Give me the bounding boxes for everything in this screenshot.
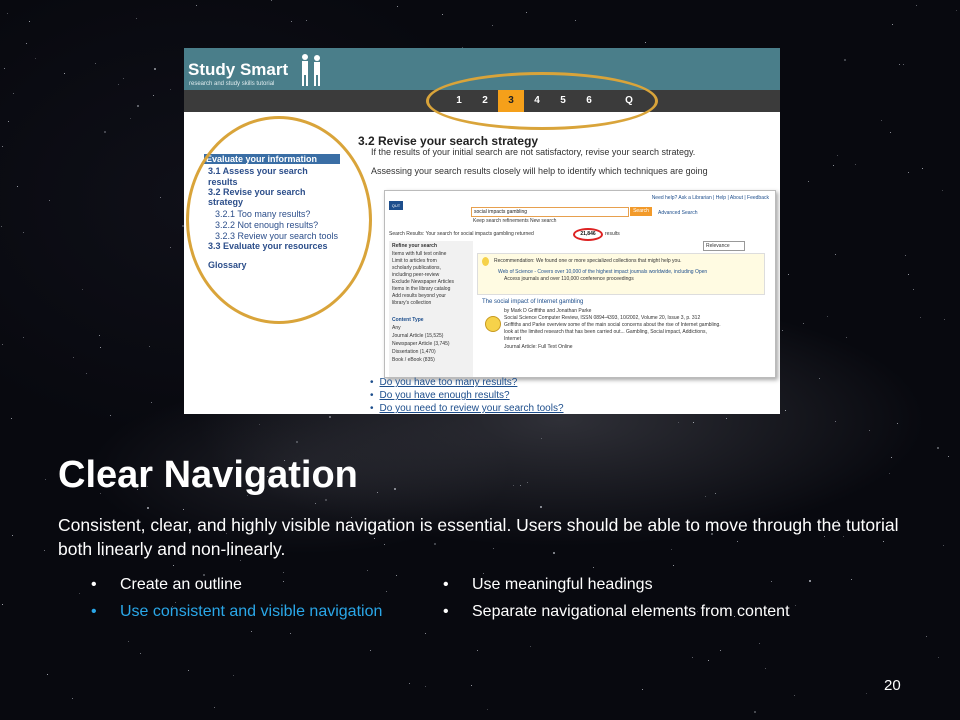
star [154,68,156,70]
star [520,485,521,486]
page-number: 20 [884,677,901,694]
star [140,653,141,654]
star [271,0,272,1]
star [926,636,927,637]
star [903,64,904,65]
star [835,421,836,422]
nav-step-6[interactable]: 6 [586,95,592,106]
star [540,506,542,508]
star [2,146,3,147]
star [692,657,693,658]
bullet-dot: • [443,576,449,593]
star [943,545,944,546]
star [233,675,234,676]
star [259,424,260,425]
nav-highlight-ring [426,72,658,130]
article-authors: by Mark D Griffiths and Jonathan Parke [504,308,592,314]
star [149,346,150,347]
star [471,685,472,686]
star [942,190,943,191]
nav-step-2[interactable]: 2 [482,95,488,106]
star [23,232,24,233]
star [170,247,171,248]
star [890,132,891,133]
star [782,330,783,331]
search-options[interactable]: Keep search refinements New search [473,218,557,224]
star [527,482,528,483]
study-smart-logo: Study Smart [188,60,289,79]
star [95,63,96,64]
star [1,226,2,227]
slide-body: Consistent, clear, and highly visible navigation is essential. Users should be able to move through the tutorial both linearly and non-linearly. [58,515,899,559]
star [938,657,939,658]
star [86,373,87,374]
star [788,274,789,275]
star [678,422,679,423]
results-summary-prefix: Search Results: Your search for social impacts gambling returned [389,231,534,237]
star [881,120,882,121]
content-type-option[interactable]: Any [392,325,401,331]
star [397,6,398,7]
recommendation-text: Recommendation: We found one or more specialized collections that might help you. [494,258,682,264]
star [905,255,906,256]
refine-option: library's collection [392,300,432,306]
nav-step-4[interactable]: 4 [534,95,540,106]
star [808,181,809,182]
star [367,570,368,571]
search-button[interactable]: Search [630,207,652,216]
screenshot-heading: 3.2 Revise your search strategy [358,134,539,148]
star [492,25,493,26]
star [530,646,531,647]
star [4,68,5,69]
star [17,186,18,187]
star [370,650,371,651]
star [44,550,45,551]
star [819,378,820,379]
star [160,197,161,198]
star [147,507,149,509]
outline-item-3-2-1[interactable]: 3.2.1 Too many results? [215,209,311,219]
qut-logo: QUT [389,201,403,210]
journal-icon [485,316,501,332]
bullet-text: Use meaningful headings [472,576,653,593]
star [913,289,914,290]
star [283,572,284,573]
star [29,21,30,22]
screenshot-subtitle: research and study skills tutorial [189,81,275,87]
star [833,165,834,166]
search-results-image [384,190,776,378]
content-type-option[interactable]: Book / eBook (835) [392,357,435,363]
star [869,430,870,431]
star [785,410,786,411]
star [394,488,396,490]
star [196,5,197,6]
link-review-tools[interactable]: Do you need to review your search tools? [379,403,564,414]
bullet-text: Create an outline [120,576,242,593]
star [645,42,646,43]
star [726,418,727,419]
star [251,631,252,632]
nav-step-5[interactable]: 5 [560,95,566,106]
outline-item-3-3[interactable]: 3.3 Evaluate your resources [208,241,328,251]
star [771,581,772,582]
star [118,84,119,85]
star [593,567,594,568]
star [899,64,900,65]
star [851,579,852,580]
star [916,5,917,6]
recommendation-box [477,253,765,295]
star [136,18,137,19]
star [130,118,131,119]
star [708,660,709,661]
nav-step-3[interactable]: 3 [498,90,524,112]
star [487,709,488,710]
content-type-title[interactable]: Content Type [392,317,424,323]
star [754,711,756,713]
screenshot-intro-2: Assessing your search results closely will help to identify which techniques are going [371,166,708,176]
slide-title: Clear Navigation [58,454,358,496]
article-type[interactable]: Journal Article: Full Text Online [504,344,573,350]
nav-step-1[interactable]: 1 [456,95,462,106]
article-snippet-2: look at the limited research that has been carried out... Gambling, Social impact, Addictions, [504,329,707,335]
star [922,168,923,169]
results-count: 21,846 [573,228,603,241]
bullet-dot: • [91,603,97,620]
star [866,693,867,694]
star [73,357,74,358]
star [306,20,307,21]
star [7,13,8,14]
star [64,73,65,74]
star [377,492,378,493]
content-type-option[interactable]: Dissertation (1,470) [392,349,436,355]
star [409,683,410,684]
advanced-search-link[interactable]: Advanced Search [658,210,698,216]
refine-option[interactable]: Exclude Newspaper Articles [392,279,454,285]
star [82,289,83,290]
star [837,155,838,156]
star [908,274,909,275]
nav-step-quiz[interactable]: Q [625,95,633,106]
lightbulb-icon [482,257,489,266]
star [183,509,184,510]
bullet-headings [443,573,653,596]
star [442,14,443,15]
star [765,668,766,669]
star [844,59,846,61]
outline-item-3-1-cont[interactable]: results [208,177,238,187]
star [795,605,796,606]
star [803,323,804,324]
star [720,650,721,651]
content-type-option[interactable]: Journal Article (15,525) [392,333,444,339]
outline-item-3-2-2[interactable]: 3.2.2 Not enough results? [215,220,319,230]
star [291,21,292,22]
help-links[interactable]: Need help? Ask a Librarian | Help | About | Feedback [651,195,769,201]
recommendation-item-cont: Access journals and over 110,000 conference proceedings [504,276,634,282]
bullet-text: Use consistent and visible navigation [120,603,383,620]
star [329,416,331,418]
article-snippet: Griffiths and Parke overview some of the main social concerns about the rise of Internet gambling. [504,322,721,328]
figures-logo-icon [296,52,326,88]
star [477,650,478,651]
star [296,441,298,443]
bullet-navigation [91,600,390,623]
article-snippet-3: Internet [504,336,521,342]
star [23,337,24,338]
recommendation-item[interactable]: Web of Science - Covers over 10,000 of the highest impact journals worldwide, including Open [498,269,708,275]
star [153,95,154,96]
refine-panel [389,241,473,377]
star [892,24,893,25]
refine-title: Refine your search [392,243,438,249]
star [104,131,106,133]
star [891,457,892,458]
star [889,473,890,474]
star [948,456,949,457]
star [13,93,14,94]
star [49,200,50,201]
bullet-dot: • [443,603,449,620]
star [759,643,760,644]
article-source: Social Science Computer Review, ISSN 0894-4393, 10/2002, Volume 20, Issue 3, p. 312 [504,315,701,321]
star [35,58,36,59]
star [956,10,957,11]
star [575,20,576,21]
star [705,496,706,497]
bullet-text: Separate navigational elements from content [472,603,790,620]
outline-glossary[interactable]: Glossary [208,260,247,270]
star [642,689,643,690]
star [396,575,397,576]
star [123,78,124,79]
star [944,319,945,320]
star [128,641,129,642]
star [12,535,13,536]
relevance-label: Relevance [706,243,730,249]
article-title[interactable]: The social impact of Internet gambling [482,299,584,305]
link-too-many-results[interactable]: Do you have too many results? [379,377,518,388]
star [100,347,101,348]
relevance-select[interactable] [703,241,745,251]
star [99,335,100,336]
star [151,402,152,403]
content-type-option[interactable]: Newspaper Article (3,745) [392,341,450,347]
refine-option[interactable]: Items in the library catalog [392,286,451,292]
star [325,499,327,501]
star [541,438,542,439]
star [173,565,174,566]
star [315,503,316,504]
star [908,172,909,173]
star [673,565,674,566]
star [809,580,811,582]
star [79,593,80,594]
search-input[interactable]: social impacts gambling [471,207,629,217]
star [794,695,795,696]
star [425,686,426,687]
star [693,422,694,423]
screenshot-intro: If the results of your initial search are not satisfactory, revise your search strategy. [371,147,696,157]
star [827,316,828,317]
star [2,604,3,605]
refine-option[interactable]: Items with full text online [392,251,447,257]
refine-option[interactable]: Add results beyond your [392,293,446,299]
bullet-outline [91,573,242,596]
star [2,344,3,345]
star [110,415,111,416]
outline-item-3-1[interactable]: 3.1 Assess your search [208,166,308,176]
outline-item-3-2-cont[interactable]: strategy [208,197,244,207]
star [526,12,527,13]
star [72,698,73,699]
star [715,493,716,494]
star [835,254,836,255]
star [170,89,171,90]
link-enough-results[interactable]: Do you have enough results? [379,390,510,401]
outline-highlight-ring [186,116,372,324]
tutorial-screenshot: Study Smart research and study skills tutorial 1 2 3 4 5 6 Q Evaluate your information 3.1 Assess your search results 3.2 Revise your search strategy 3.2.1 Too many results? 3.2.2 Not enough results? 3.2.3 Review your search tools 3.3 Evaluate your resources Glossary 3.2 Revise your search strategy If the results of your initial search are not satisfactory, revise your search strategy. Assessing your search results closely will help to identify which techniques are going QUT Need help? Ask a Librarian | Help | About | Feedback social impacts gambling Search Advanced Search Keep search refinements New search Search Results: Your search for social impacts gambling returned 21,846 results Refine your search Items with full text online Limit to articles from scholarly publications, including peer-review Exclude Newspaper Articles Items in the library catalog Add results beyond your library's collection Content Type Any Journal Article (15,525) Newspaper Article (3,745) Dissertation (1,470) Book / eBook (835) Relevance Recommendation: We found one or more specialized collections that might help you. Web of Science - Covers over 10,000 of the highest impact journals worldwide, including Open Access journals and over 110,000 conference proceedings The social impact of Internet gambling by Mark D Griffiths and Jonathan Parke Social Science Computer Review, ISSN 0894-4393, 10/2002, Volume 20, Issue 3, p. 312 Griffiths and Parke overview some of the main social concerns about the rise of Internet gambling. look at the limited research that has been carried out... Gambling, Social impact, Addictions, Internet Journal Article: Full Text Online • Do you have too many results? • Do you have enough results? • Do you need to review your search tools? [184,48,780,414]
results-summary-suffix: results [605,231,620,237]
star [47,674,48,675]
star [386,591,387,592]
star [513,485,514,486]
refine-option[interactable]: Limit to articles from [392,258,437,264]
bullet-dot: • [91,576,97,593]
outline-section-heading[interactable]: Evaluate your information [204,154,340,164]
outline-item-3-2-3[interactable]: 3.2.3 Review your search tools [215,231,339,241]
outline-item-3-2[interactable]: 3.2 Revise your search [208,187,306,197]
star [8,121,9,122]
star [137,105,139,107]
bullet-separate [443,600,790,623]
refine-option: including peer-review [392,272,440,278]
star [214,707,215,708]
star [45,479,46,480]
star [897,423,898,424]
star [920,317,921,318]
star [26,43,27,44]
star [425,633,426,634]
star [11,418,12,419]
star [937,447,939,449]
star [290,633,291,634]
star [846,337,847,338]
star [188,670,189,671]
star [283,581,284,582]
refine-option: scholarly publications, [392,265,441,271]
star [855,164,856,165]
